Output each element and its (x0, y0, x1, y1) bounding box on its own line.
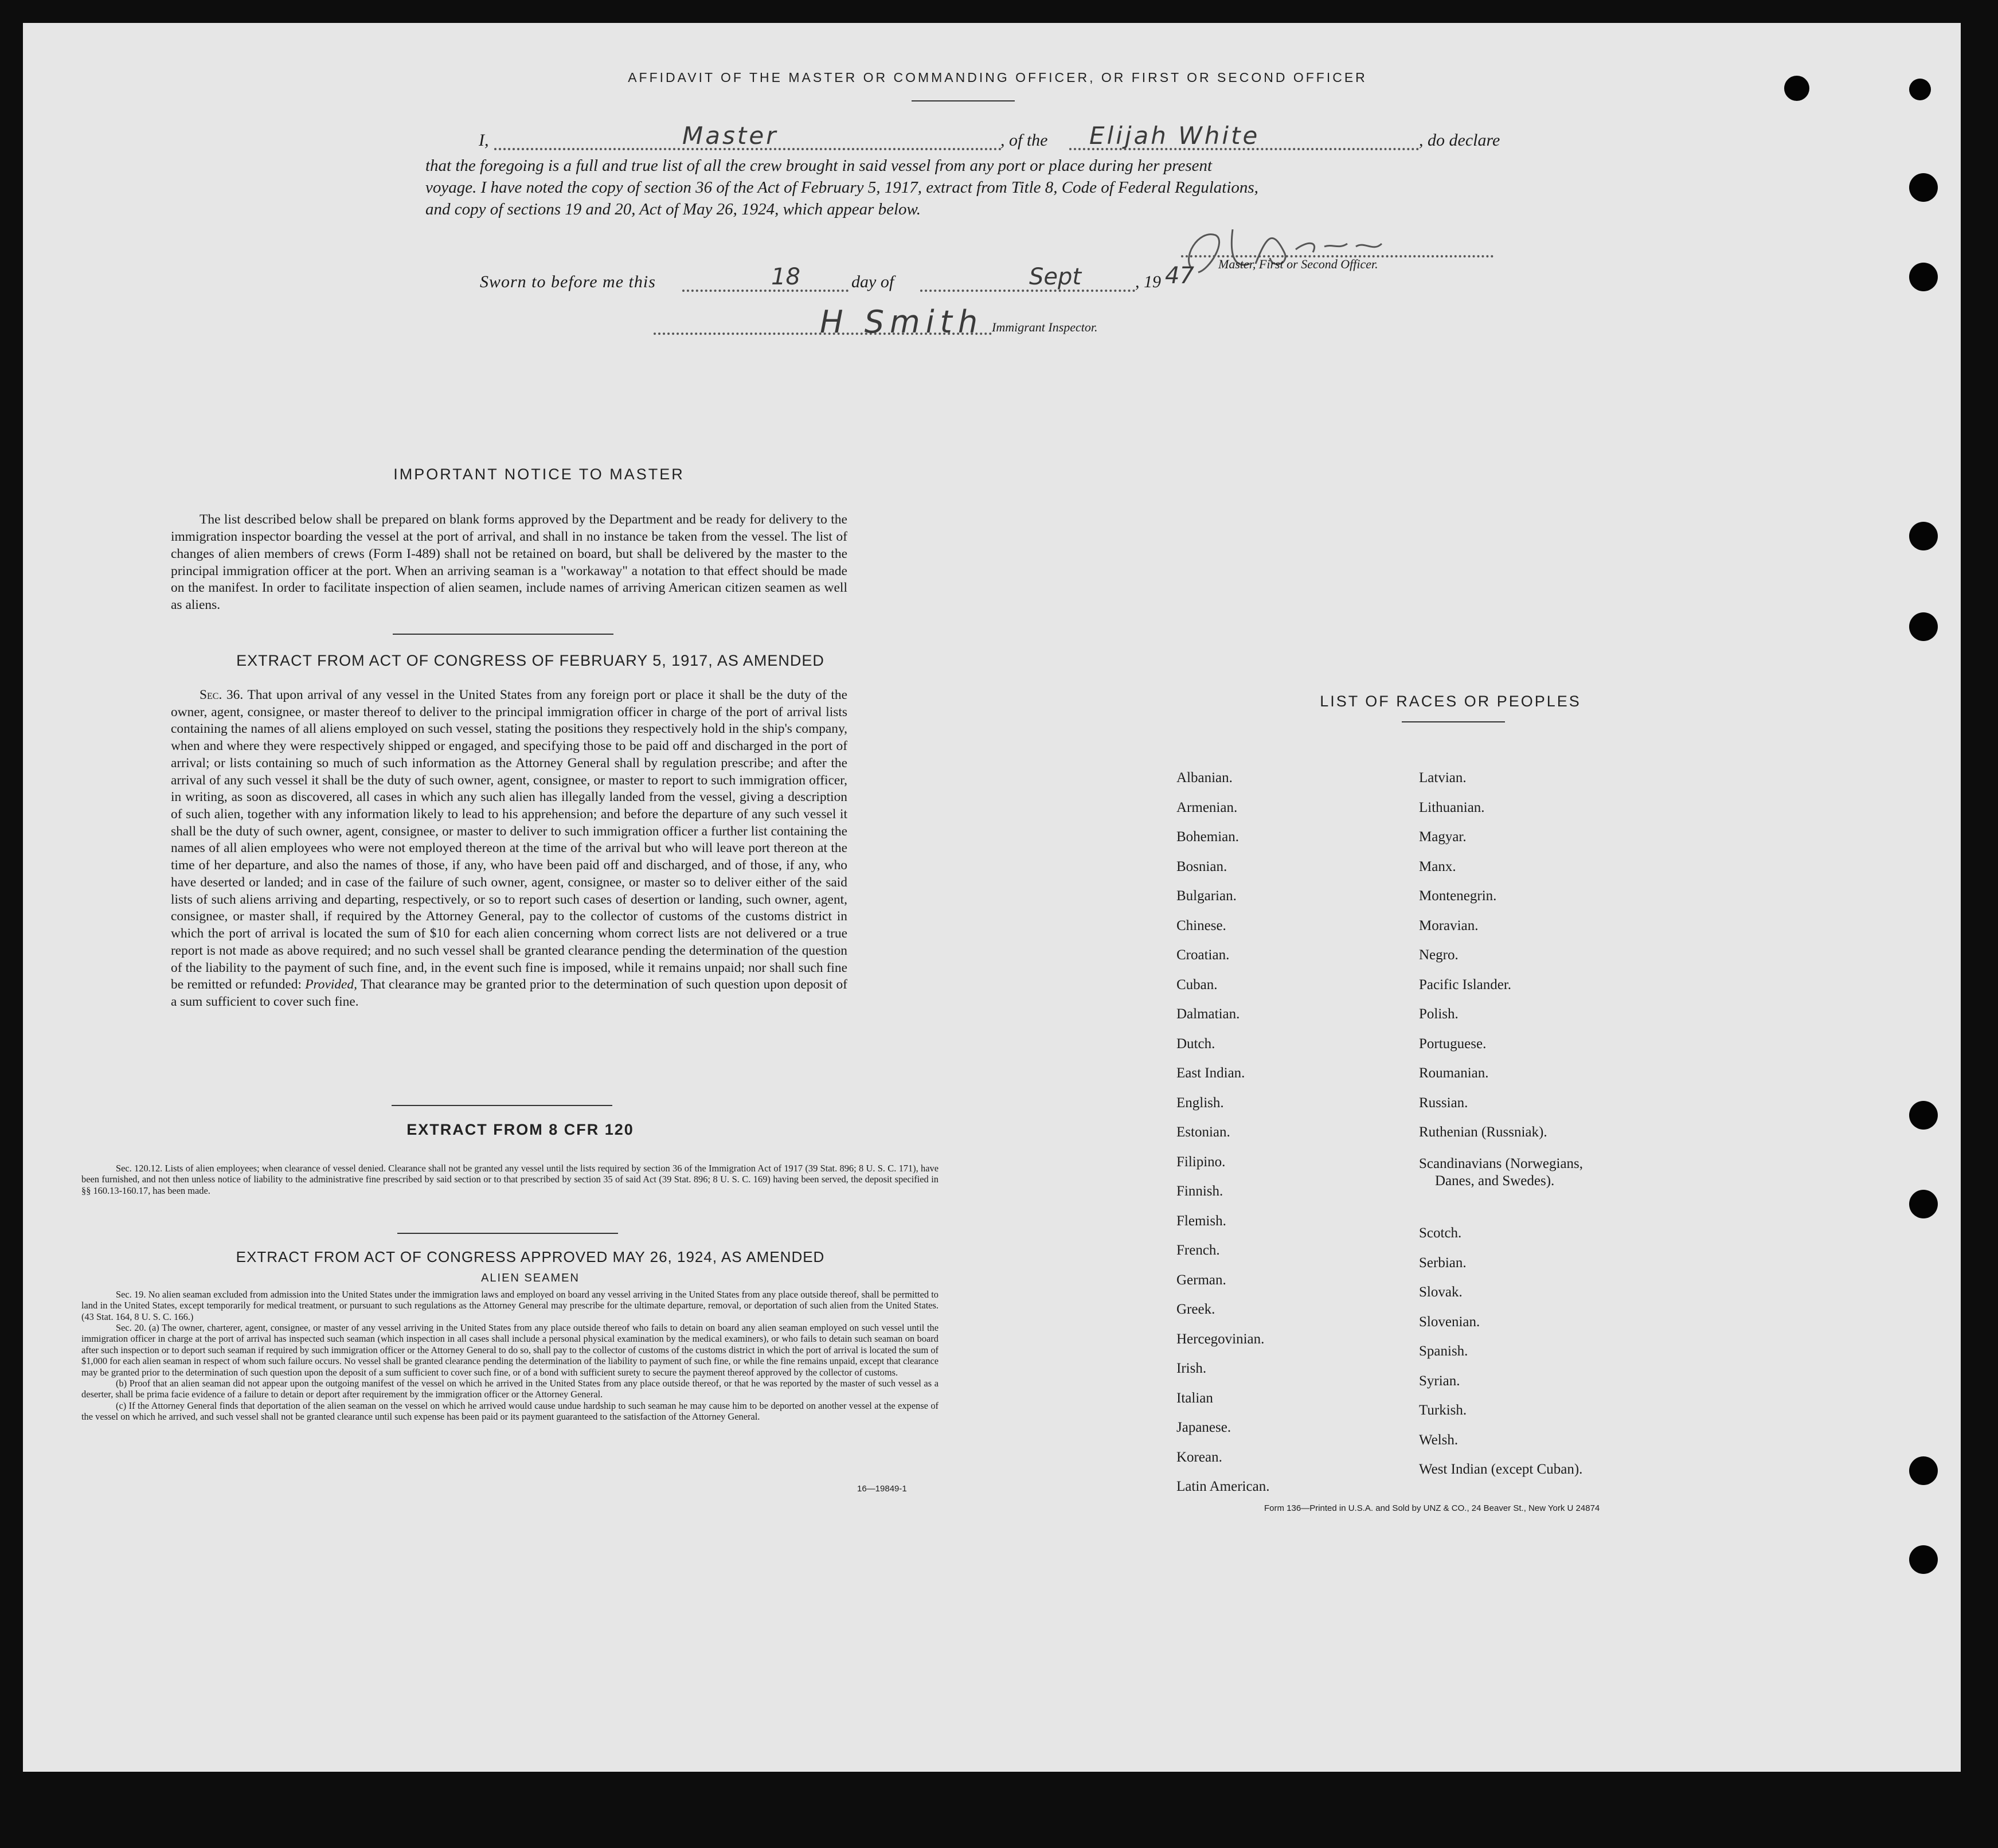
races-title: LIST OF RACES OR PEOPLES (1320, 693, 1581, 710)
affidavit-title-rule (912, 100, 1015, 101)
race-item: Turkish. (1419, 1402, 1467, 1418)
race-item: West Indian (except Cuban). (1419, 1462, 1583, 1477)
races-scandinavians-line1: Scandinavians (Norwegians, (1419, 1156, 1583, 1171)
notice-rule (393, 634, 613, 635)
sworn-month-dots (920, 290, 1135, 292)
extract1924-sec19: Sec. 19. No alien seaman excluded from admission into the United States under the immigration laws and employed on board any vessel arriving in the United States from any place outside thereof, shall be permitted to land in the United States, except temporarily for medical treatment, or pursuant to such regulations as the Attorney General may prescribe for the ultimate departure, removal, or deportation of such alien from the United States. (43 Stat. 164, 8 U. S. C. 166.) (81, 1289, 939, 1322)
inspector-signature: H Smith (820, 304, 984, 340)
race-item: Bosnian. (1176, 858, 1227, 874)
notice-text: The list described below shall be prepared on blank forms approved by the Department and be ready for delivery to the immigration inspector boarding the vessel at the port of arrival, and shall in no instance be taken from the vessel. The list of changes of alien members of crews (Form I-489) shall not be retained on board, but shall be delivered by the master to the principal immigration officer at the port. When an arriving seaman is a "workaway" a notation to that effect should be made on the manifest. In order to facilitate inspection of alien seamen, include names of arriving American citizen seamen as well as aliens. (171, 512, 847, 613)
extract1917-section-label: Sec. 36. (200, 687, 244, 702)
punch-hole (1909, 1101, 1938, 1130)
extract1924-code: 16—19849-1 (857, 1484, 907, 1494)
affidavit-title: AFFIDAVIT OF THE MASTER OR COMMANDING OFFICER, OR FIRST OR SECOND OFFICER (628, 70, 1367, 85)
races-scandinavians-line2: Danes, and Swedes). (1435, 1173, 1555, 1189)
punch-hole (1784, 76, 1809, 101)
punch-hole (1909, 173, 1938, 202)
extract1924-text (81, 1289, 939, 1422)
punch-hole (1909, 263, 1938, 291)
punch-hole (1909, 1456, 1938, 1485)
race-item: Albanian. (1176, 770, 1233, 786)
extract1917-title: EXTRACT FROM ACT OF CONGRESS OF FEBRUARY 5, 1917, AS AMENDED (236, 652, 824, 669)
sworn-month-field: Sept (1029, 264, 1082, 290)
race-item: Filipino. (1176, 1154, 1226, 1170)
affidavit-line1-suffix: , do declare (1419, 131, 1500, 150)
form-footer: Form 136—Printed in U.S.A. and Sold by UNZ & CO., 24 Beaver St., New York U 24874 (1264, 1503, 1600, 1513)
affidavit-line4: and copy of sections 19 and 20, Act of May 26, 1924, which appear below. (425, 200, 921, 218)
race-item: Chinese. (1176, 917, 1226, 933)
race-item: Negro. (1419, 947, 1459, 963)
cfr-text: Sec. 120.12. Lists of alien employees; when clearance of vessel denied. Clearance shall not be granted any vessel until the lists required by section 36 of the Immigration Act of 1917 (39 Stat. 896; 8 U. S. C. 171), have been furnished, and not then unless notice of liability to the administrative fine prescribed by said section or to that prescribed by section 35 of said Act (39 Stat. 896; 8 U. S. C. 169) having been served, the deposit specified in §§ 160.13-160.17, has been made. (81, 1163, 939, 1196)
punch-hole (1909, 612, 1938, 641)
extract1917-proviso-text: That clearance may be granted prior to the determination of such question upon deposit of a sum sufficient to cover such fine. (171, 977, 847, 1009)
race-item: Pacific Islander. (1419, 976, 1512, 993)
race-item: Lithuanian. (1419, 799, 1485, 815)
affidavit-line3: voyage. I have noted the copy of section 36 of the Act of February 5, 1917, extract from Title 8, Code of Federal Regulations, (425, 178, 1258, 197)
sworn-year-prefix: , 19 (1135, 272, 1161, 291)
punch-hole (1909, 1545, 1938, 1574)
race-item: Welsh. (1419, 1432, 1459, 1448)
races-column-2-continued (1419, 1225, 1763, 1491)
race-item: Greek. (1176, 1302, 1215, 1317)
extract1924-sec20c: (c) If the Attorney General finds that deportation of the alien seaman on the vessel on which he arrived would cause undue hardship to such seaman he may cause him to be deported on another vessel at the expense of the vessel on which he arrived, and such vessel shall not be granted clearance until such expense has been paid or its payment guaranteed to the satisfaction of the Attorney General. (81, 1400, 939, 1422)
race-item: Japanese. (1176, 1420, 1231, 1435)
inspector-caption: Immigrant Inspector. (992, 320, 1098, 334)
extract1924-sec20b: (b) Proof that an alien seaman did not appear upon the outgoing manifest of the vessel on which he arrived in the United States from any place outside thereof, or that he was reported by the master of such vessel as a deserter, shall be prima facie evidence of a failure to detain or deport after requirement by the immigration officer or the Attorney General. (81, 1377, 939, 1400)
race-item: Finnish. (1176, 1183, 1223, 1199)
race-item: French. (1176, 1243, 1220, 1258)
sworn-day-field: 18 (771, 264, 800, 290)
race-item: Russian. (1419, 1095, 1468, 1111)
notice-title: IMPORTANT NOTICE TO MASTER (393, 466, 685, 483)
race-item: Cuban. (1176, 976, 1218, 993)
extract1917-body: That upon arrival of any vessel in the United States from any foreign port or place it shall be the duty of the owner, agent, consignee, or master thereof to deliver to the principal immigration officer in charge of the port of arrival lists containing the names of all aliens employed on such vessel, stating the positions they respectively hold in the ship's company, when and where they were respectively shipped or engaged, and specifying those to be paid off and discharged in the port of arrival; or lists containing so much of such information as the Attorney General shall by regulation prescribe; and after the arrival of any such vessel it shall be the duty of such owner, agent, consignee, or master to report to such immigration officer, in writing, as soon as discovered, all cases in which any such alien has illegally landed from the vessel, giving a description of such alien, together with any information likely to lead to his apprehension; and before the departure of any such vessel it shall be the duty of such owner, agent, consignee, or master to deliver to such immigration officer a further list containing the names of all alien employees who were not employed thereon at the time of the arrival but who will leave port thereon at the time of her departure, and also the names of those, if any, who have been paid off and discharged, and of those, if any, who have deserted or landed; and in case of the failure of such owner, agent, consignee, or master so to deliver either of the said lists of such aliens arriving and departing, respectively, or so to report such cases of desertion or landing, such owner, agent, consignee, or master shall, if required by the Attorney General, pay to the collector of customs of the customs district in which the port of arrival is located the sum of $10 for each alien concerning whom correct lists are not delivered or a true report is not made as above required; and no such vessel shall be granted clearance pending the determination of the question of the liability to the payment of such fine, and, in the event such fine is imposed, while it remains unpaid; nor shall such fine be remitted or refunded: (171, 687, 847, 993)
race-item: Manx. (1419, 858, 1456, 874)
races-column-1 (1176, 769, 1394, 1508)
affidavit-line1-prefix: I, (479, 131, 489, 150)
races-scandinavians (1419, 1155, 1763, 1190)
extract1924-title: EXTRACT FROM ACT OF CONGRESS APPROVED MAY 26, 1924, AS AMENDED (236, 1248, 825, 1265)
race-item: German. (1176, 1272, 1226, 1288)
extract1924-sec20a: Sec. 20. (a) The owner, charterer, agent, consignee, or master of any vessel arriving in the United States from any place outside thereof who fails to detain on board any alien seaman employed on such vessel until the immigration officer in charge at the port of arrival has inspected such seaman (which inspection in all cases shall include a personal physical examination by the medical examiners), or who fails to detain such seaman on board after such inspection or to deport such seaman if required by such immigration officer or the Attorney General to do so, shall pay to the collector of customs of the customs district in which the port of arrival is located the sum of $1,000 for each alien seaman in respect of whom such failure occurs. No vessel shall be granted clearance pending the determination of the liability to payment of such fine, or while the fine remains unpaid, except that clearance may be granted prior to the determination of such question upon the deposit of a sum sufficient to cover such fine, or of a bond with sufficient surety to secure the payment thereof approved by the collector of customs. (81, 1322, 939, 1378)
race-item: Ruthenian (Russniak). (1419, 1124, 1547, 1140)
race-item: Moravian. (1419, 917, 1479, 933)
race-item: Bohemian. (1176, 829, 1240, 845)
document-page (23, 23, 1961, 1772)
race-item: Latvian. (1419, 770, 1467, 786)
race-item: Italian (1176, 1390, 1213, 1406)
punch-hole (1909, 522, 1938, 550)
sworn-prefix: Sworn to before me this (480, 272, 656, 291)
race-item: Dalmatian. (1176, 1006, 1240, 1022)
race-item: Latin American. (1176, 1479, 1270, 1494)
race-item: Korean. (1176, 1449, 1222, 1465)
race-item: Dutch. (1176, 1036, 1215, 1052)
cfr-title: EXTRACT FROM 8 CFR 120 (406, 1121, 634, 1138)
affidavit-name-field: Master (682, 122, 779, 150)
master-signature-caption: Master, First or Second Officer. (1218, 257, 1378, 271)
race-item: English. (1176, 1095, 1224, 1111)
race-item: Montenegrin. (1419, 888, 1497, 904)
punch-hole (1909, 1190, 1938, 1218)
race-item: Spanish. (1419, 1343, 1468, 1359)
race-item: Flemish. (1176, 1213, 1226, 1229)
race-item: Estonian. (1176, 1124, 1230, 1140)
race-item: Polish. (1419, 1006, 1459, 1022)
cfr-rule (397, 1233, 618, 1234)
sworn-day-of: day of (851, 272, 894, 291)
affidavit-line2: that the foregoing is a full and true list of all the crew brought in said vessel from any port or place during her present (425, 157, 1213, 175)
race-item: Roumanian. (1419, 1065, 1489, 1081)
race-item: Portuguese. (1419, 1036, 1487, 1052)
race-item: Magyar. (1419, 829, 1467, 845)
extract1924-subtitle: ALIEN SEAMEN (481, 1272, 580, 1284)
race-item: Slovenian. (1419, 1314, 1480, 1330)
affidavit-line1-of: , of the (1000, 131, 1048, 150)
race-item: Slovak. (1419, 1284, 1463, 1300)
race-item: Serbian. (1419, 1255, 1467, 1271)
extract1917-text (171, 687, 847, 1011)
races-column-2 (1419, 769, 1763, 1154)
races-title-rule (1402, 721, 1505, 722)
extract1917-proviso-word: Provided, (305, 977, 357, 993)
race-item: Hercegovinian. (1176, 1331, 1265, 1347)
race-item: East Indian. (1176, 1065, 1245, 1081)
sworn-day-dots (682, 290, 849, 292)
race-item: Syrian. (1419, 1373, 1460, 1389)
race-item: Irish. (1176, 1361, 1207, 1376)
race-item: Bulgarian. (1176, 888, 1237, 904)
master-signature (1175, 218, 1428, 287)
extract1917-rule (392, 1105, 612, 1106)
race-item: Croatian. (1176, 947, 1230, 963)
race-item: Armenian. (1176, 799, 1238, 815)
race-item: Scotch. (1419, 1225, 1462, 1241)
punch-hole (1909, 79, 1931, 100)
sworn-year-field: 47 (1165, 263, 1194, 289)
affidavit-vessel-field: Elijah White (1089, 122, 1260, 150)
